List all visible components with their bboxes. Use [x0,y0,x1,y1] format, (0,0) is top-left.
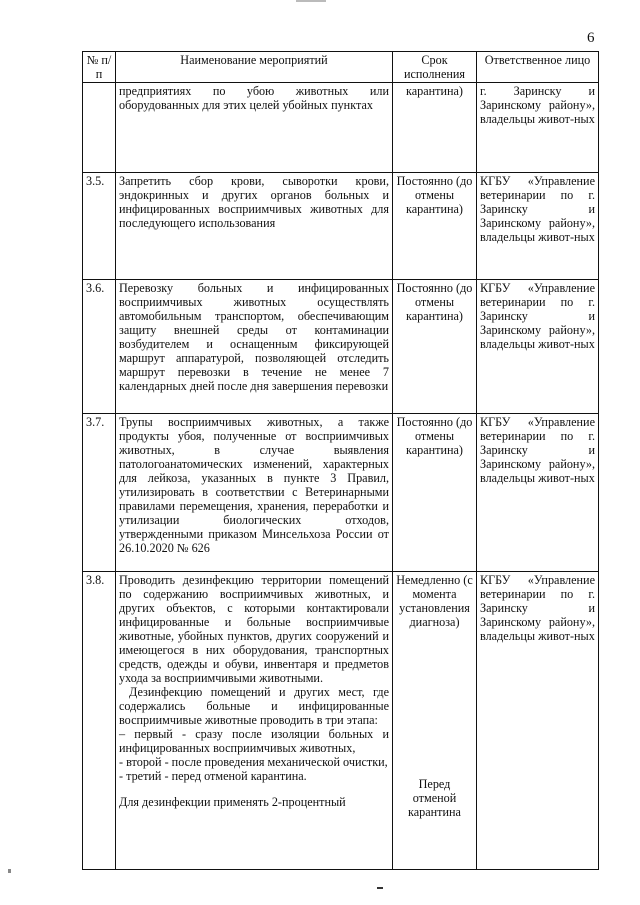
table-row [83,280,599,414]
row-term [393,572,477,870]
row-name [116,572,393,870]
row-name [116,83,393,173]
table-header-row [83,52,599,83]
row-term-text: Постоянно (до отмены карантина) [396,281,473,323]
row-name-text: Дезинфекцию помещений и других мест, где содержались больные и инфицированные восприимчивые животные проводить в три этапа: [119,685,389,727]
measures-table [82,51,599,870]
row-term-text: Перед отменой карантина [408,777,461,819]
header-name: Наименование мероприятий [116,52,393,83]
row-num: 3.6. [83,280,116,414]
table-row [83,83,599,173]
scan-mark-bottom [377,887,383,889]
row-resp: КГБУ «Управление ветеринарии по г. Заринску и Заринскому району», владельцы живот-ных [477,572,599,870]
row-term [393,83,477,173]
row-term-text: Немедленно (с момента установления диагноза) [396,573,473,629]
row-name-text: Проводить дезинфекцию территории помещений по содержанию восприимчивых животных, и других объектов, с которыми контактировали инфицированные и больные восприимчивые животные, убойных пунктов, других сооружений и имеющегося в них оборудования, транспортных средств, одежды и обуви, инвентаря и предметов ухода за восприимчивыми животными. [119,573,389,685]
row-term [393,173,477,280]
row-num: 3.5. [83,173,116,280]
row-term-text: Постоянно (до отмены карантина) [396,174,473,216]
row-name-text: - второй - после проведения механической очистки, [119,755,388,769]
table-row [83,572,599,870]
row-name-text: Трупы восприимчивых животных, а также продукты убоя, полученные от восприимчивых животных, в случае выявления патологоанатомических изменений, характерных для лейкоза, указанных в пункте 3 Правил, утилизировать в соответствии с Ветеринарными правилами перемещения, хранения, переработки и утилизации биологических отходов, утвержденными приказом Минсельхоза России от 26.10.2020 № 626 [119,415,389,555]
row-num [83,83,116,173]
header-resp: Ответственное лицо [477,52,599,83]
row-name-text: – первый - сразу после изоляции больных и инфицированных восприимчивых животных, [119,727,389,755]
page-number: 6 [587,30,595,46]
table-row [83,414,599,572]
row-name [116,280,393,414]
row-name [116,414,393,572]
row-resp: КГБУ «Управление ветеринарии по г. Заринску и Заринскому району», владельцы живот-ных [477,414,599,572]
row-name-text: Перевозку больных и инфицированных восприимчивых животных осуществлять автомобильным транспортом, обеспечивающим защиту внешней среды от контаминации возбудителем и оснащенным фиксирующей маршрут аппаратурой, позволяющей отследить маршрут перевозки в течение не менее 7 календарных дней после дня завершения перевозки [119,281,389,393]
scan-mark-corner [8,869,11,873]
row-name-text: Для дезинфекции применять 2-процентный [119,795,346,809]
table-row [83,173,599,280]
row-name-text: Запретить сбор крови, сыворотки крови, эндокринных и других органов больных и инфицированных восприимчивых животных для последующего использования [119,174,389,230]
row-name [116,173,393,280]
scan-mark-top [296,0,326,2]
row-term [393,414,477,572]
row-resp: КГБУ «Управление ветеринарии по г. Заринску и Заринскому району», владельцы живот-ных [477,280,599,414]
header-term: Срок исполнения [393,52,477,83]
row-num: 3.7. [83,414,116,572]
row-name-text: предприятиях по убою животных или оборудованных для этих целей убойных пунктах [119,84,389,112]
row-num: 3.8. [83,572,116,870]
row-resp: г. Заринску и Заринскому району», владельцы живот-ных [477,83,599,173]
row-term-text: карантина) [405,84,463,98]
header-num: № п/п [83,52,116,83]
row-name-text: - третий - перед отменой карантина. [119,769,307,783]
row-resp: КГБУ «Управление ветеринарии по г. Заринску и Заринскому району», владельцы живот-ных [477,173,599,280]
row-term [393,280,477,414]
row-term-text: Постоянно (до отмены карантина) [396,415,473,457]
